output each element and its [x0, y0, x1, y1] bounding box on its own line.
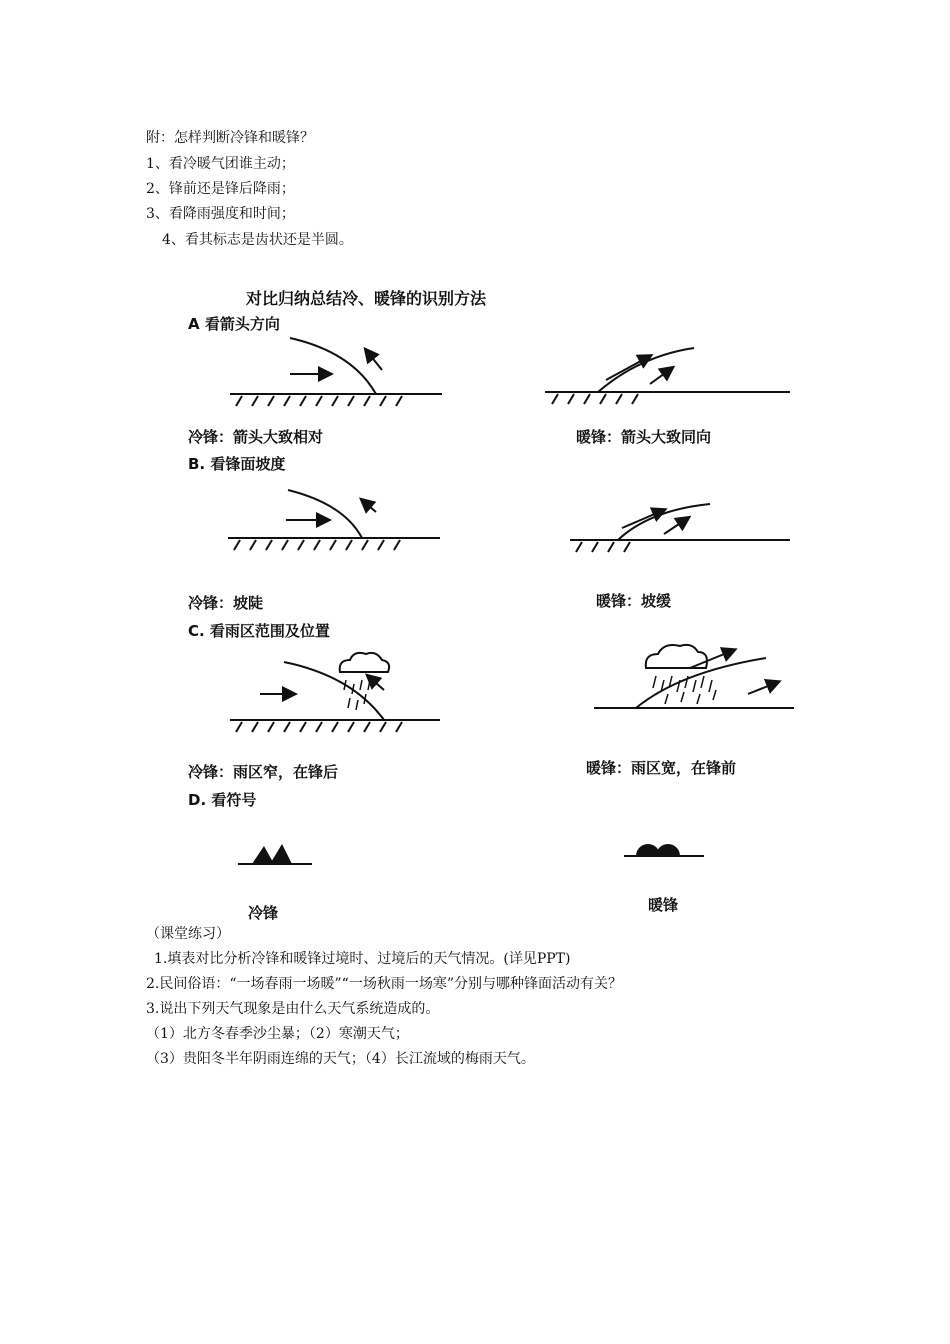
exercise-item-1: 1.填表对比分析冷锋和暖锋过境时、过境后的天气情况。(详见PPT) [154, 951, 571, 967]
section-d-cold-caption: 冷锋 [248, 904, 279, 922]
warm-front-symbol [624, 844, 704, 856]
intro-point-1: 1、看冷暖气团谁主动； [146, 156, 295, 172]
exercise-item-3: 3.说出下列天气现象是由什么天气系统造成的。 [146, 1001, 440, 1017]
figure-title: 对比归纳总结冷、暖锋的识别方法 [246, 289, 487, 308]
section-a-cold-caption: 冷锋：箭头大致相对 [188, 428, 324, 446]
section-c-warm-front-diagram [594, 645, 794, 708]
section-a-cold-front-diagram [230, 338, 442, 406]
exercise-item-4: （1）北方冬春季沙尘暴；（2）寒潮天气； [146, 1026, 409, 1042]
section-b-heading: B. 看锋面坡度 [188, 455, 286, 473]
section-a-warm-caption: 暖锋：箭头大致同向 [576, 428, 712, 446]
section-a-heading: A 看箭头方向 [188, 315, 280, 333]
exercise-heading: （课堂练习） [146, 926, 230, 942]
exercise-item-2: 2.民间俗语：“一场春雨一场暖”“一场秋雨一场寒”分别与哪种锋面活动有关？ [146, 976, 622, 992]
section-a-warm-front-diagram [545, 348, 790, 404]
section-d-warm-caption: 暖锋 [648, 896, 679, 914]
section-b-warm-caption: 暖锋：坡缓 [596, 592, 672, 610]
section-b-cold-caption: 冷锋：坡陡 [188, 594, 264, 612]
section-c-heading: C. 看雨区范围及位置 [188, 622, 330, 640]
section-c-cold-caption: 冷锋：雨区窄，在锋后 [188, 763, 339, 781]
exercise-item-5: （3）贵阳冬半年阴雨连绵的天气；（4）长江流域的梅雨天气。 [146, 1051, 535, 1067]
intro-heading: 附：怎样判断冷锋和暖锋？ [146, 130, 314, 146]
section-d-heading: D. 看符号 [188, 791, 257, 809]
section-b-warm-front-diagram [570, 504, 790, 552]
cold-front-symbol [238, 844, 312, 864]
intro-point-4: 4、看其标志是齿状还是半圆。 [162, 232, 353, 248]
section-b-cold-front-diagram [228, 490, 440, 550]
section-c-warm-caption: 暖锋：雨区宽，在锋前 [586, 759, 737, 777]
section-c-cold-front-diagram [230, 653, 440, 732]
intro-point-2: 2、锋前还是锋后降雨； [146, 181, 295, 197]
intro-point-3: 3、看降雨强度和时间； [146, 206, 295, 222]
